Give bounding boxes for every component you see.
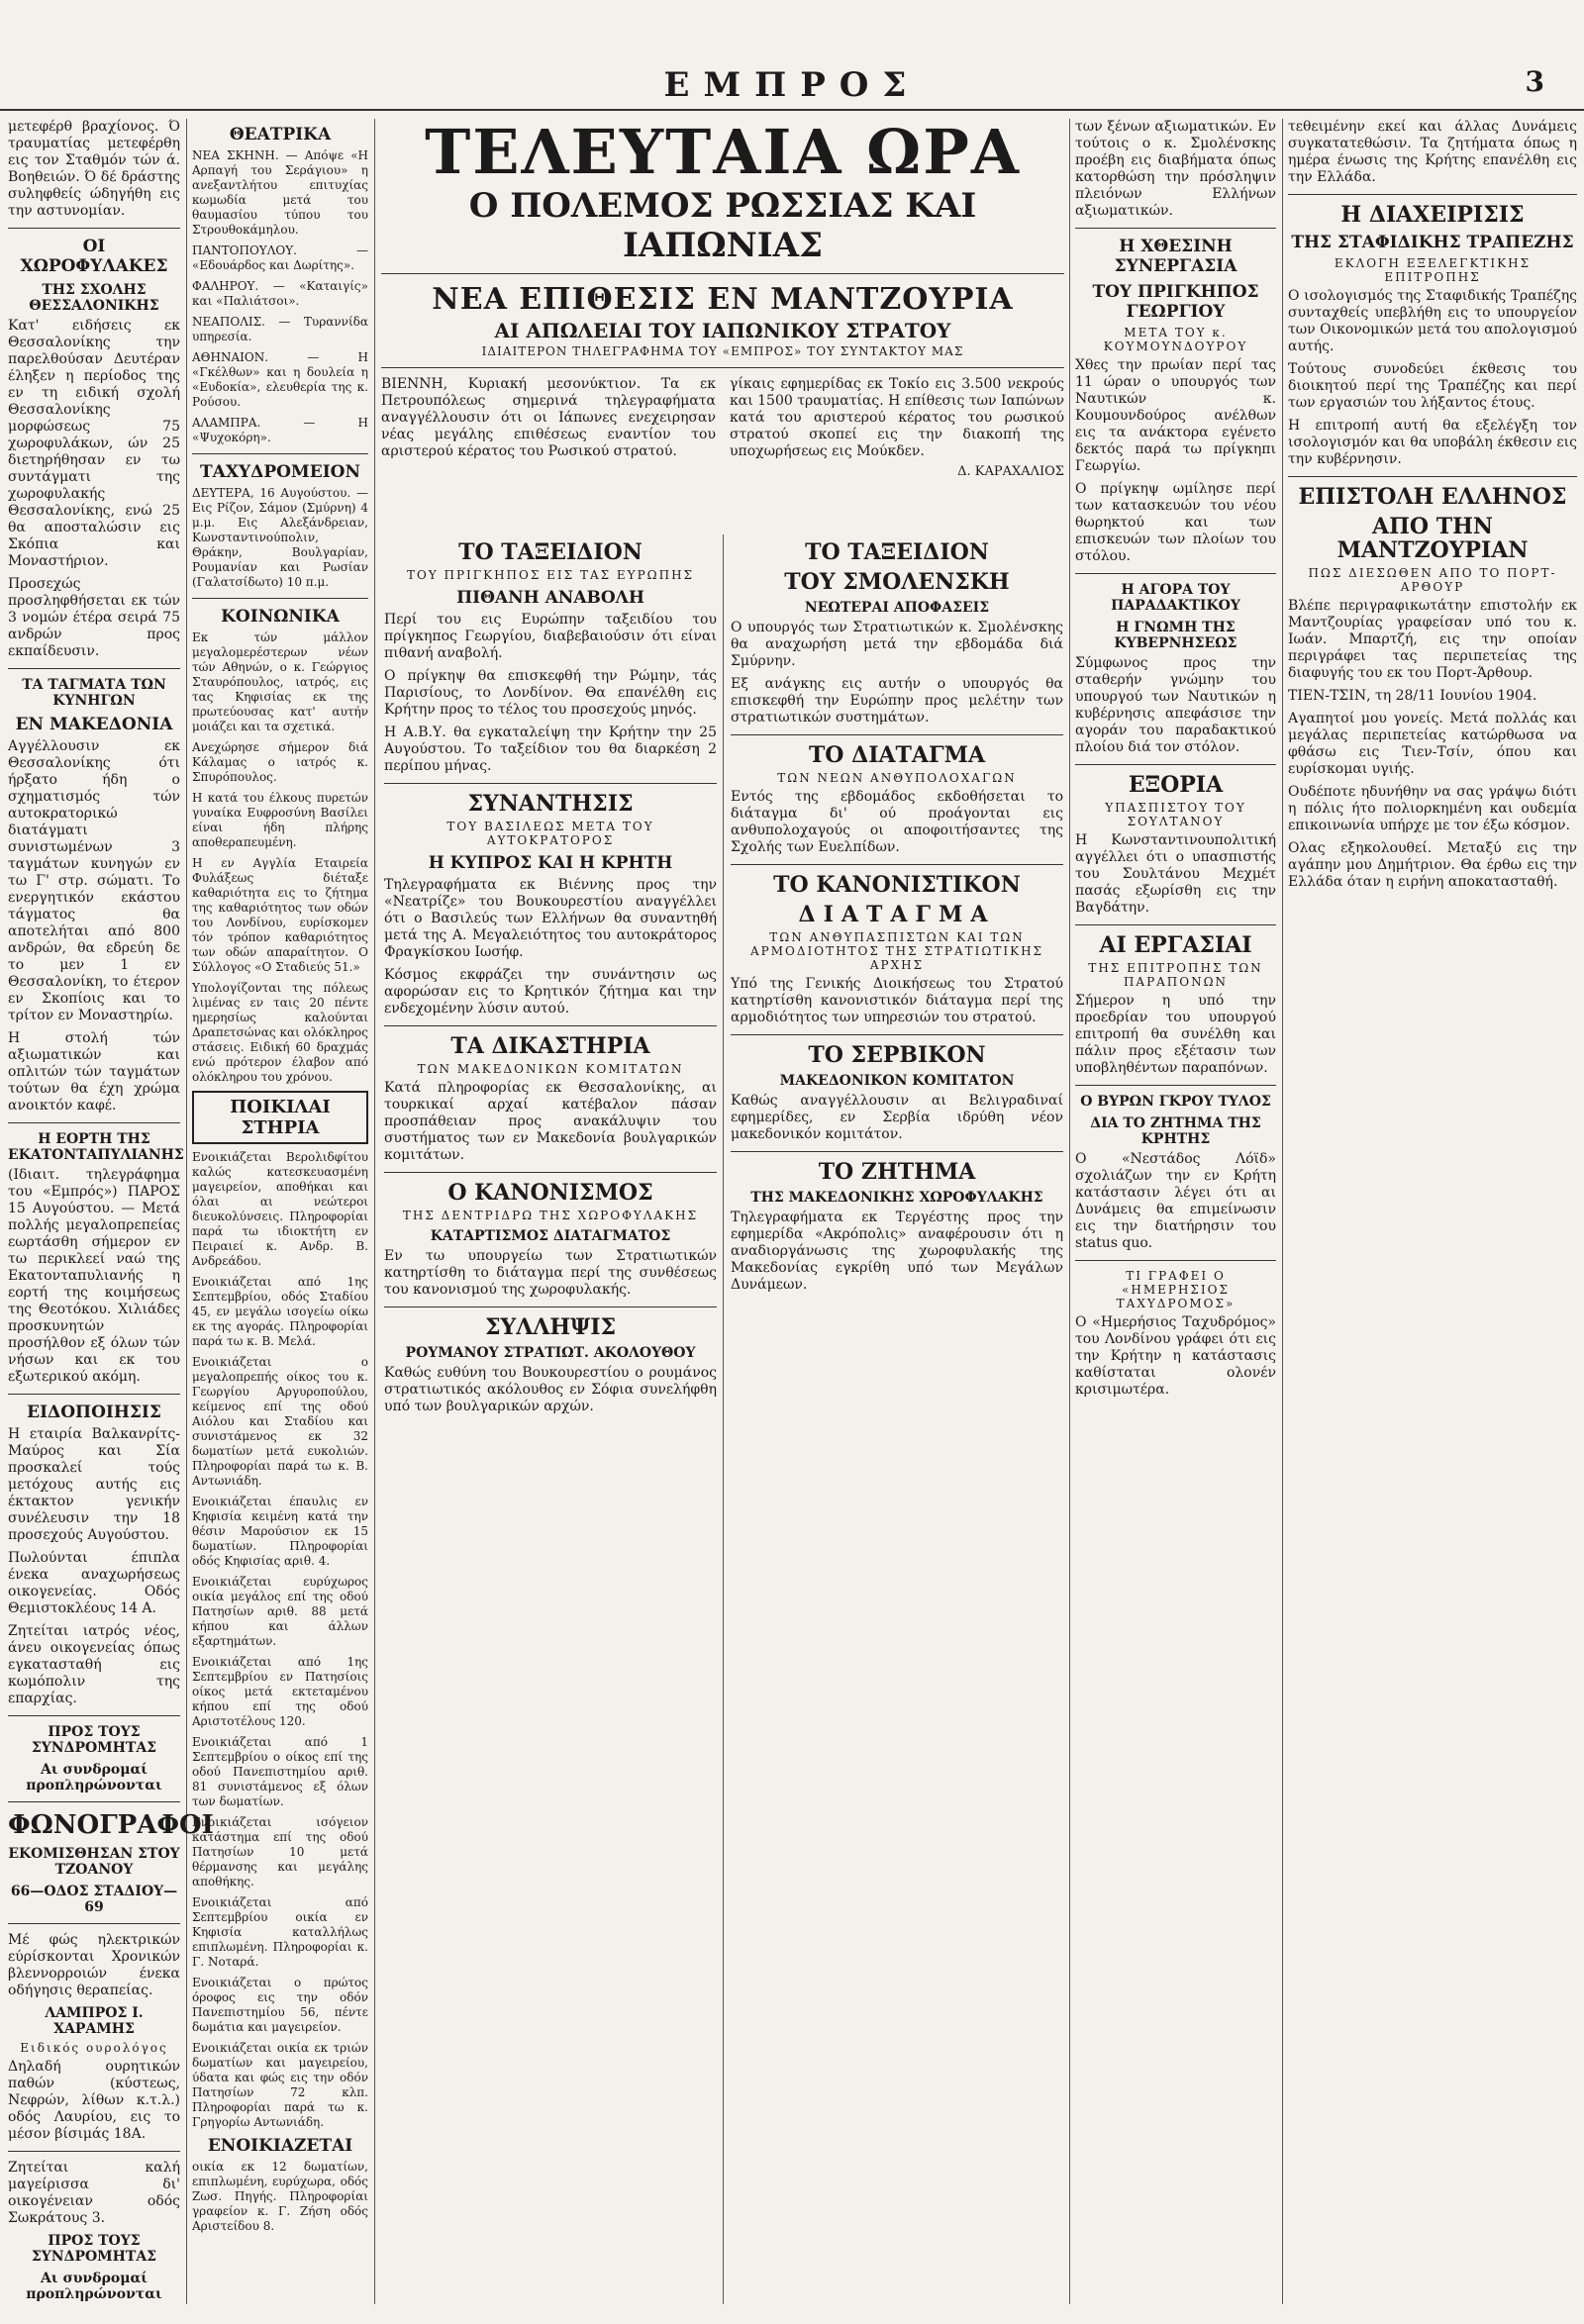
subheadline: ΤΟΥ ΠΡΙΓΚΗΠΟΣ ΓΕΩΡΓΙΟΥ	[1092, 282, 1259, 322]
column-rule	[374, 119, 375, 2304]
column-5	[1075, 119, 1276, 2304]
classified-ad: Ενοικιάζεται Βερολιδφίτου καλώς κατεσκευασμένη μαγειρείον, αποθήκαι και όλαι αι νεώτεροι διευκολύνσεις. Πληροφορίαι παρά τω ιδιοκτήτη εν Πειραιεί κ. Ανδρ. Β. Ανδρεάδου.	[192, 1150, 368, 1268]
headline: ΕΞΟΡΙΑ	[1128, 772, 1224, 798]
classified-ad: Ενοικιάζεται οικία εκ τριών δωματίων και μαγειρείου, ύδατα και φώς εις την οδόν Πατησίων 72 κλπ. Πληροφορίαι παρά τω κ. Γρηγορίω Αντωνιάδη.	[192, 2041, 368, 2129]
article-text: Η Κωνσταντινουπολιτική αγγέλλει ότι ο υπασπιστής του Σουλτάνου Μεχμέτ πασάς εξωρίσθη εις την Βαγδάτην.	[1075, 832, 1276, 916]
ad-text: Ζητείται καλή μαγείρισσα δι' οικογένειαν οδός Σωκράτους 3.	[8, 2160, 180, 2226]
headline: ΤΟ ΖΗΤΗΜΑ	[818, 1159, 976, 1185]
headline: ΤΑ ΤΑΓΜΑΤΑ ΤΩΝ ΚΥΝΗΓΩΝ	[22, 677, 166, 709]
article-text: Η επιτροπή αυτή θα εξελέγξη τον ισολογισμόν και θα υποβάλη έκθεσιν εις την κυβέρνησιν.	[1288, 418, 1577, 467]
article-text: Υπό της Γενικής Διοικήσεως του Στρατού κατηρτίσθη κανονιστικόν διάταγμα περί της αρμοδιότητος των υπηρεσιών του στρατού.	[731, 976, 1063, 1025]
subheadline: ΡΟΥΜΑΝΟΥ ΣΤΡΑΤΙΩΤ. ΑΚΟΛΟΥΘΟΥ	[405, 1345, 696, 1361]
classified-ad: Ενοικιάζεται ο μεγαλοπρεπής οίκος του κ. Γεωργίου Αργυροπούλου, κείμενος επί της οδού Αιόλου και Σταδίου και συνιστάμενος εκ 32 δωματίων μετά ευκολιών. Πληροφορίαι παρά τω κ. Β. Αντωνιάδη.	[192, 1355, 368, 1488]
article-text: γίκαις εφημερίδας εκ Τοκίο εις 3.500 νεκρούς και 1500 τραυματίας. Η επίθεσις των Ιαπώνων κατά του αριστερού κέρατος του ρωσικού στρατού σκοπεί εις την διακοπή της υποχωρήσεως εις Μούκδεν.	[730, 376, 1064, 459]
subheadline: ΤΗΣ ΔΕΝΤΡΙΔΡΩ ΤΗΣ ΧΩΡΟΦΥΛΑΚΗΣ	[402, 1209, 699, 1222]
article-text: Εκ τών μάλλον μεγαλομερέστερων νέων τών Αθηνών, ο κ. Γεώργιος Σταυρόπουλος, ιατρός, εις τας Κηφισίας εκ της πρωτεύουσας κατ' αυτήν μοιάζει και τα σχετικά.	[192, 630, 368, 733]
headline: ΑΠΟ ΤΗΝ ΜΑΝΤΖΟΥΡΙΑΝ	[1336, 514, 1529, 563]
article-text: ΠΑΝΤΟΠΟΥΛΟΥ. — «Εδουάρδος και Δωρίτης».	[192, 243, 368, 272]
article-text: Περί του εις Ευρώπην ταξειδίου του πρίγκηπος Γεωργίου, διαβεβαιούσιν ότι είναι πιθανή αναβολή.	[384, 612, 717, 661]
ad-text: Μέ φώς ηλεκτρικών εύρίσκονται Χρονικών βλεννορροιών ένεκα οδήγησις θεραπείας.	[8, 1932, 180, 1998]
headline: ΤΟ ΣΕΡΒΙΚΟΝ	[808, 1042, 986, 1068]
article-text: Η στολή τών αξιωματικών και οπλιτών τών ταγμάτων τούτων θα έχη χρώμα ανοικτόν καφέ.	[8, 1030, 180, 1114]
ad-text: Δηλαδή ουρητικών παθών (κύστεως, Νεφρών, λίθων κ.τ.λ.) οδός Λαυρίου, εις το μέσον βίσιμάς 18Α.	[8, 2059, 180, 2142]
article-text: μετεφέρθ βραχίονος. Ό τραυματίας μετεφέρθη εις τον Σταθμόν τών ά. Βοηθειών. Ό δέ δράστης συληφθείς ώδηγήθη εις την αστυνομίαν.	[8, 119, 180, 219]
article-text: Εξ ανάγκης εις αυτήν ο υπουργός θα επισκεφθή την Ευρώπην προς μελέτην των στρατιωτικών συστημάτων.	[731, 676, 1063, 726]
article-text: Αγγέλλουσιν εκ Θεσσαλονίκης ότι ήρξατο ήδη ο σχηματισμός τών αυτοκρατορικώ διατάγματι συνιστωμένων 3 ταγμάτων κυνηγών εν τω Γ' στρ. σώματι. Το ενεργητικόν εκάστου τάγματος θα αποτελήται από 800 ανδρών, θα εδρεύη δε το μεν 1 εν Θεσσαλονίκη, το έτερον εν Σκοπίοις και το τρίτον εν Μοναστηρίω.	[8, 738, 180, 1023]
headline: ΠΡΟΣ ΤΟΥΣ ΣΥΝΔΡΟΜΗΤΑΣ	[31, 1724, 157, 1756]
byline: Δ. ΚΑΡΑΧΑΛΙΟΣ	[957, 464, 1064, 479]
article-text: Καθώς ευθύνη του Βουκουρεστίου ο ρουμάνος στρατιωτικός ακόλουθος εν Σόφια συνελήφθη υπό των βουλγαρικών αρχών.	[384, 1365, 717, 1414]
subheadline: ΕΝ ΜΑΚΕΔΟΝΙΑ	[15, 715, 173, 734]
ad-subtitle: Ειδικός ουρολόγος	[20, 2041, 168, 2055]
headline: ΠΡΟΣ ΤΟΥΣ ΣΥΝΔΡΟΜΗΤΑΣ	[31, 2233, 157, 2265]
article-text: ΝΕΑ ΣΚΗΝΗ. — Απόψε «Η Αρπαγή του Σεράγιου» η ανεξαντλήτου επιτυχίας κωμωδία μετά του θαυμασίου τύπου του Στρουθοκάμηλου.	[192, 148, 368, 237]
headline: ΤΟΥ ΣΜΟΛΕΝΣΚΗ	[784, 569, 1010, 595]
subheadline: ΤΗΣ ΕΠΙΤΡΟΠΗΣ ΤΩΝ ΠΑΡΑΠΟΝΩΝ	[1088, 961, 1263, 989]
column-4	[731, 534, 1063, 2304]
classified-ad: Ενοικιάζεται ευρύχωρος οικία μεγάλος επί της οδού Πατησίων αριθ. 88 μετά κήπου και άλλων εξαρτημάτων.	[192, 1575, 368, 1648]
article-text: Ο υπουργός των Στρατιωτικών κ. Σμολένσκης θα αναχωρήση μετά την εβδομάδα διά Σμύρνην.	[731, 620, 1063, 669]
banner	[381, 116, 1064, 479]
subheadline: ΥΠΑΣΠΙΣΤΟΥ ΤΟΥ ΣΟΥΛΤΑΝΟΥ	[1105, 801, 1246, 828]
page-number: 3	[1525, 65, 1544, 98]
headline: ΟΙ ΧΩΡΟΦΥΛΑΚΕΣ	[20, 237, 168, 276]
classified-ad: Ενοικιάζεται από 1 Σεπτεμβρίου ο οίκος επί της οδού Πανεπιστημίου αριθ. 81 συνιστάμενος εξ όλων των δωματίων.	[192, 1735, 368, 1808]
column-rule	[1282, 119, 1283, 2304]
subheadline: ΜΑΚΕΔΟΝΙΚΟΝ ΚΟΜΙΤΑΤΟΝ	[779, 1073, 1015, 1089]
dateline: ΤΙΕΝ-ΤΣΙΝ, τη 28/11 Ιουνίου 1904.	[1288, 688, 1537, 704]
article-text: Κατά πληροφορίας εκ Θεσσαλονίκης, αι τουρκικαί αρχαί κατέβαλον πάσαν προσπάθειαν προς ανακάλυψιν του συστήματος των εν Μακεδονία βουλγαρικών κομιτάτων.	[384, 1080, 717, 1163]
article-text: Κατ' ειδήσεις εκ Θεσσαλονίκης την παρελθούσαν Δευτέραν έληξεν η περίοδος της εν τη ειδική σχολή Θεσσαλονίκης μορφώσεως 75 χωροφυλάκων, ών 25 διετηρήθησαν εν τω συντάγματι της χωροφυλακής Θεσσαλονίκης, ενώ 25 θα αποσταλώσιν εις Σκόπια και Μοναστήριον.	[8, 318, 180, 569]
subheadline: ΠΩΣ ΔΙΕΣΩΘΕΝ ΑΠΟ ΤΟ ΠΟΡΤ-ΑΡΘΟΥΡ	[1308, 566, 1557, 594]
article-text: Η εταιρία Βαλκανρίτς-Μαύρος και Σία προσκαλεί τούς μετόχους αυτής εις έκτακτον γενικήν συνέλευσιν την 18 προσεχούς Αυγούστου.	[8, 1426, 180, 1543]
headline: Ο ΚΑΝΟΝΙΣΜΟΣ	[447, 1180, 653, 1206]
article-text: Πωλούνται έπιπλα ένεκα αναχωρήσεως οικογενείας. Οδός Θεμιστοκλέους 14 Α.	[8, 1550, 180, 1616]
article-text: Η εν Αγγλία Εταιρεία Φυλάξεως διέταξε καθαριότητα εις το ζήτημα της καθαριότητος των οδών του Λονδίνου, ευρίσκομεν τόν τρόπον καθαριότητος των οδών απαραίτητον. Ο Σύλλογος «Ο Σταδιεύς 51.»	[192, 856, 368, 974]
headline: Η ΔΙΑΧΕΙΡΙΣΙΣ	[1340, 202, 1525, 228]
masthead	[0, 59, 1584, 111]
headline: ΣΥΝΑΝΤΗΣΙΣ	[467, 791, 634, 817]
ad-subtitle: ΕΚΟΜΙΣΘΗΣΑΝ ΣΤΟΥ ΤΖΟΑΝΟΥ	[8, 1846, 180, 1878]
classified-ad: οικία εκ 12 δωματίων, επιπλωμένη, ευρύχωρα, οδός Ζωσ. Πηγής. Πληροφορίαι γραφείον κ. Γ. Ζήση οδός Αριστείδου 8.	[192, 2160, 368, 2233]
article-text: των ξένων αξιωματικών. Εν τούτοις ο κ. Σμολένσκης προέβη εις διαβήματα όπως κατορθώση την πρόσληψιν πλειόνων Ελλήνων αξιωματικών.	[1075, 119, 1276, 219]
article-text: (Ιδιαιτ. τηλεγράφημα του «Εμπρός») ΠΑΡΟΣ 15 Αυγούστου. — Μετά πολλής μεγαλοπρεπείας εωρτάσθη σήμερον εν τω περικλεεί ναώ της Εκατονταπυλιανής η εορτή της κοιμήσεως της Θεοτόκου. Χιλιάδες προσκυνητών προσήλθον εξ όλων τών νήσων και εκ του εξωτερικού ακόμη.	[8, 1167, 180, 1385]
article-text: Χθες την πρωίαν περί τας 11 ώραν ο υπουργός των Ναυτικών κ. Κουμουνδούρος ανέλθων εις τα ανάκτορα εγένετο δεκτός παρά τω πρίγκηπι Γεωργίω.	[1075, 357, 1276, 474]
article-text: Προσεχώς προσληφθήσεται εκ τών 3 νομών έτέρα σειρά 75 ανδρών προς εκπαίδευσιν.	[8, 576, 180, 659]
subheadline: ΤΩΝ ΝΕΩΝ ΑΝΘΥΠΟΛΟΧΑΓΩΝ	[777, 771, 1017, 785]
classified-ad: Ενοικιάζεται έπαυλις εν Κηφισία κειμένη κατά την θέσιν Μαρούσιον εκ 15 δωματίων. Πληροφορίαι οδός Κηφισίας αριθ. 4.	[192, 1495, 368, 1568]
article-text: Αγαπητοί μου γονείς. Μετά πολλάς και μεγάλας περιπετείας κατώρθωσα να φθάσω εις Τιεν-Τσίν, όπου και ευρίσκομαι υγιής.	[1288, 711, 1577, 777]
article-text: ΑΛΑΜΠΡΑ. — Η «Ψυχοκόρη».	[192, 416, 368, 444]
article-text: ΒΙΕΝΝΗ, Κυριακή μεσονύκτιον. Τα εκ Πετρουπόλεως σημερινά τηλεγραφήματα αναγγέλλουσιν ότι οι Ιάπωνες ενεχειρησαν νέας μεγάλης επιθέσεως εναντίον του αριστερού κέρατος του Ρωσικού στρατού.	[381, 376, 716, 459]
article-text: τεθειμένην εκεί και άλλας Δυνάμεις συγκατατεθώσιν. Τα ζητήματα όπως η ημέρα ένωσις της Κρήτης επανέλθη εις την Ελλάδα.	[1288, 119, 1577, 185]
article-text: Ο «Νεστάδος Λόϊδ» σχολιάζων την εν Κρήτη κατάστασιν λέγει ότι αι Δυνάμεις θα επιμείνωσιν εις την διατήρησιν του status quo.	[1075, 1151, 1276, 1251]
notice: Αι συνδρομαί προπληρώνονται	[26, 2271, 162, 2302]
subheadline: ΤΗΣ ΣΤΑΦΙΔΙΚΗΣ ΤΡΑΠΕΖΗΣ	[1291, 233, 1574, 252]
subheadline: ΠΙΘΑΝΗ ΑΝΑΒΟΛΗ	[456, 588, 644, 608]
article-text: Σύμφωνος προς την σταθερήν γνώμην του υπουργού των Ναυτικών η κυβέρνησις απεφάσισε την αγοράν του παραδακτικού πλοίου διά τον στόλον.	[1075, 655, 1276, 755]
headline: ΤΟ ΔΙΑΤΑΓΜΑ	[808, 742, 986, 768]
column-rule	[723, 534, 724, 2304]
article-text: Η κατά του έλκους πυρετών γυναίκα Ευφροσύνη Βασίλει είναι ήδη πλήρης αποθεραπευμένη.	[192, 791, 368, 849]
subheadline: ΔΙΑ ΤΟ ΖΗΤΗΜΑ ΤΗΣ ΚΡΗΤΗΣ	[1090, 1115, 1261, 1147]
article-text: ΑΘΗΝΑΙΟΝ. — Η «Γκέλθων» και η δουλεία η «Ευδοκία», ελευθερία της κ. Ρούσου.	[192, 350, 368, 409]
headline: ΚΟΙΝΩΝΙΚΑ	[221, 607, 340, 627]
classified-ad: Ενοικιάζεται από Σεπτεμβρίου οικία εν Κηφισία καταλλήλως επιπλωμένη. Πληροφορίαι κ. Γ. Νοταρά.	[192, 1895, 368, 1969]
column-3	[384, 534, 717, 2304]
subheadline: ΚΑΤΑΡΤΙΣΜΟΣ ΔΙΑΤΑΓΜΑΤΟΣ	[430, 1228, 671, 1244]
ad-address: 66—ΟΔΟΣ ΣΤΑΔΙΟΥ—69	[10, 1884, 178, 1915]
subheadline: Η ΓΝΩΜΗ ΤΗΣ ΚΥΒΕΡΝΗΣΕΩΣ	[1114, 620, 1238, 651]
headline: ΤΟ ΚΑΝΟΝΙΣΤΙΚΟΝ	[773, 872, 1021, 898]
classified-ad: Ενοικιάζεται ισόγειον κατάστημα επί της οδού Πατησίων 10 μετά θέρμανσης και μεγάλης αποθήκης.	[192, 1815, 368, 1888]
banner-credit: ΙΔΙΑΙΤΕΡΟΝ ΤΗΛΕΓΡΑΦΗΜΑ ΤΟΥ «ΕΜΠΡΟΣ» ΤΟΥ ΣΥΝΤΑΚΤΟΥ ΜΑΣ	[481, 344, 964, 358]
article-text: Τηλεγραφήματα εκ Τεργέστης προς την εφημερίδα «Ακρόπολις» αναφέρουσιν ότι η αναδιοργάνωσις της χωροφυλακής της Μακεδονίας εγκρίθη υπό των Μεγάλων Δυνάμεων.	[731, 1210, 1063, 1293]
article-text: Τηλεγραφήματα εκ Βιέννης προς την «Νεατρίζε» του Βουκουρεστίου αναγγέλλει ότι ο Βασιλεύς των Ελλήνων θα συναντηθή μετά της Α. Μεγαλειότητος του αυτοκράτορος Φραγκίσκου Ιωσήφ.	[384, 877, 717, 960]
article-text: ΔΕΥΤΕΡΑ, 16 Αυγούστου. — Εις Ρίζον, Σάμον (Σμύρνη) 4 μ.μ. Εις Αλεξάνδρειαν, Κωνσταντινούπολιν, Θράκην, Βουλγαρίαν, Ρουμανίαν και Ρωσίαν (Γαλατσίδωτο) 10 π.μ.	[192, 486, 368, 589]
column-6	[1288, 119, 1577, 2304]
column-2	[192, 119, 368, 2304]
headline: ΣΥΛΛΗΨΙΣ	[484, 1314, 617, 1340]
article-text: Ανεχώρησε σήμερον διά Κάλαμας ο ιατρός κ. Σπυρόπουλος.	[192, 740, 368, 784]
headline: ΤΑΧΥΔΡΟΜΕΙΟΝ	[199, 462, 361, 482]
subheadline: ΕΚΛΟΓΗ ΕΞΕΛΕΓΚΤΙΚΗΣ ΕΠΙΤΡΟΠΗΣ	[1334, 256, 1532, 284]
article-text: Καθώς αναγγέλλουσιν αι Βελιγραδιναί εφημερίδες, εν Σερβία ιδρύθη νέον μακεδονικόν κομιτάτον.	[731, 1093, 1063, 1142]
article-text: ΝΕΑΠΟΛΙΣ. — Τυραννίδα υπηρεσία.	[192, 315, 368, 343]
article-text: Σήμερον η υπό την προεδρίαν του υπουργού επιτροπή θα συνέλθη και πάλιν προς εξέτασιν των υποβληθέντων παραπόνων.	[1075, 993, 1276, 1076]
headline: ΕΝΟΙΚΙΑΖΕΤΑΙ	[207, 2136, 353, 2156]
headline: Η ΧΘΕΣΙΝΗ ΣΥΝΕΡΓΑΣΙΑ	[1114, 237, 1238, 276]
subheadline: ΤΩΝ ΑΝΘΥΠΑΣΠΙΣΤΩΝ ΚΑΙ ΤΩΝ ΑΡΜΟΔΙΟΤΗΤΟΣ ΤΗΣ ΣΤΡΑΤΙΩΤΙΚΗΣ ΑΡΧΗΣ	[749, 930, 1044, 972]
article-text: Βλέπε περιγραφικωτάτην επιστολήν εκ Μαντζουρίας γραφείσαν υπό του κ. Ιωάν. Μπαρτζή, εις την οποίαν περιγράφει τας περιπετείας της διαφυγής του εκ του Πορτ-Άρθουρ.	[1288, 598, 1577, 681]
banner-headline: ΤΕΛΕΥΤΑΙΑ ΩΡΑ	[425, 116, 1021, 188]
article-text: Υπολογίζονται της πόλεως λιμένας εν ταις 20 πέντε ημερησίως καλούνται Δραπετσώνας και ολόκληρος στάσεις. Ειδική 60 δραχμάς ενώ πρότερον έλαβον από ολόκληρου του χρόνου.	[192, 981, 368, 1084]
subheadline: ΤΟΥ ΒΑΣΙΛΕΩΣ ΜΕΤΑ ΤΟΥ ΑΥΤΟΚΡΑΤΟΡΟΣ	[446, 820, 654, 847]
banner-subheadline: ΝΕΑ ΕΠΙΘΕΣΙΣ ΕΝ ΜΑΝΤΖΟΥΡΙΑ	[432, 282, 1014, 317]
article-text: ΦΑΛΗΡΟΥ. — «Καταιγίς» και «Παλιάτσοι».	[192, 279, 368, 308]
ad-title: ΦΩΝΟΓΡΑΦΟΙ	[8, 1810, 214, 1840]
classified-ad: Ενοικιάζεται από 1ης Σεπτεμβρίου, οδός Σταδίου 45, εν μεγάλω ισογείω οίκω εκ της αγοράς. Πληροφορίαι παρά τω κ. Β. Μελά.	[192, 1275, 368, 1348]
headline: Η ΕΟΡΤΗ ΤΗΣ ΕΚΑΤΟΝΤΑΠΥΛΙΑΝΗΣ	[8, 1131, 184, 1163]
subheadline: ΝΕΩΤΕΡΑΙ ΑΠΟΦΑΣΕΙΣ	[804, 600, 990, 616]
newspaper-title: ΕΜΠΡΟΣ	[663, 65, 921, 105]
headline: ΔΙΑΤΑΓΜΑ	[798, 902, 996, 927]
article-text: Ζητείται ιατρός νέος, άνευ οικογενείας όπως εγκατασταθή εις κωμόπολιν της επαρχίας.	[8, 1623, 180, 1706]
subheadline: ΜΕΤΑ ΤΟΥ κ. ΚΟΥΜΟΥΝΔΟΥΡΟΥ	[1103, 326, 1248, 353]
headline: ΤΟ ΤΑΞΕΙΔΙΟΝ	[805, 539, 989, 565]
article-text: Η Α.Β.Υ. θα εγκαταλείψη την Κρήτην την 25 Αυγούστου. Το ταξείδιον του θα διαρκέση 2 περίπου μήνας.	[384, 725, 717, 774]
headline: ΤΟ ΤΑΞΕΙΔΙΟΝ	[458, 539, 643, 565]
article-text: Ουδέποτε ηδυνήθην να σας γράψω διότι η πόλις ήτο πολιορκημένη και ουδεμία επικοινωνία υπήρχε με τον έξω κόσμον.	[1288, 784, 1577, 833]
article-text: Εν τω υπουργείω των Στρατιωτικών κατηρτίσθη το διάταγμα περί της συνθέσεως του κανονισμού της χωροφυλακής.	[384, 1248, 717, 1298]
column-rule	[186, 119, 187, 2304]
headline: ΠΟΙΚΙΛΑΙ ΣΤΗΡΙΑ	[192, 1091, 368, 1144]
subheadline: Η ΚΥΠΡΟΣ ΚΑΙ Η ΚΡΗΤΗ	[428, 853, 673, 873]
classified-ad: Ενοικιάζεται ο πρώτος όροφος εις την οδόν Πανεπιστημίου 56, πέντε δωμάτια και μαγειρείον.	[192, 1976, 368, 2034]
column-rule	[1069, 119, 1070, 2304]
article-text: Ο πρίγκηψ θα επισκεφθή την Ρώμην, τάς Παρισίους, το Λονδίνον. Θα επανέλθη εις Κρήτην προς το τέλος του προσεχούς μηνός.	[384, 668, 717, 718]
banner-subheadline: Ο ΠΟΛΕΜΟΣ ΡΩΣΣΙΑΣ ΚΑΙ ΙΑΠΩΝΙΑΣ	[468, 186, 977, 265]
banner-subheadline: ΑΙ ΑΠΩΛΕΙΑΙ ΤΟΥ ΙΑΠΩΝΙΚΟΥ ΣΤΡΑΤΟΥ	[494, 319, 951, 342]
article-text: Ο «Ημερήσιος Ταχυδρόμος» του Λονδίνου γράφει ότι εις την Κρήτην η κατάστασις καθίσταται ολονέν κρισιμωτέρα.	[1075, 1314, 1276, 1398]
subheadline: ΤΟΥ ΠΡΙΓΚΗΠΟΣ ΕΙΣ ΤΑΣ ΕΥΡΩΠΗΣ	[406, 568, 695, 582]
ad-title: ΛΑΜΠΡΟΣ Ι. ΧΑΡΑΜΗΣ	[45, 2005, 144, 2037]
notice: Αι συνδρομαί προπληρώνονται	[26, 1762, 162, 1793]
headline: ΤΑ ΔΙΚΑΣΤΗΡΙΑ	[450, 1033, 650, 1059]
article-text: Κόσμος εκφράζει την συνάντησιν ως αφορώσαν εις το Κρητικόν ζήτημα και την ενδεχομένην λύσιν αυτού.	[384, 967, 717, 1017]
article-text: Εντός της εβδομάδος εκδοθήσεται το διάταγμα δι' ού προάγονται εις ανθυπολοχαγούς οι αποφοιτήσαντες της Σχολής των Ευελπίδων.	[731, 789, 1063, 855]
column-1	[8, 119, 214, 2304]
headline: ΕΙΔΟΠΟΙΗΣΙΣ	[27, 1403, 161, 1422]
article-text: Ο ισολογισμός της Σταφιδικής Τραπέζης συνταχθείς υπεβλήθη εις το υπουργείον των Οικονομικών μετά του απολογισμού αυτής.	[1288, 288, 1577, 354]
headline: ΕΠΙΣΤΟΛΗ ΕΛΛΗΝΟΣ	[1298, 484, 1567, 510]
article-text: Ολας εξηκολουθεί. Μεταξύ εις την αγάπην μου Δημήτριον. Θα έρθω εις την Ελλάδα όταν η ειρήνη αποκατασταθή.	[1288, 840, 1577, 890]
headline: ΑΙ ΕΡΓΑΣΙΑΙ	[1099, 932, 1252, 958]
headline: Η ΑΓΟΡΑ ΤΟΥ ΠΑΡΑΔΑΚΤΙΚΟΥ	[1111, 582, 1240, 614]
headline: ΤΙ ΓΡΑΦΕΙ Ο «ΗΜΕΡΗΣΙΟΣ ΤΑΧΥΔΡΟΜΟΣ»	[1116, 1269, 1236, 1310]
subheadline: ΤΩΝ ΜΑΚΕΔΟΝΙΚΩΝ ΚΟΜΙΤΑΤΩΝ	[417, 1062, 684, 1076]
classified-ad: Ενοικιάζεται από 1ης Σεπτεμβρίου εν Πατησίοις οίκος μετά εκτεταμένου κήπου επί της οδού Αριστοτέλους 120.	[192, 1655, 368, 1728]
subheadline: ΤΗΣ ΣΧΟΛΗΣ ΘΕΣΣΑΛΟΝΙΚΗΣ	[29, 282, 159, 314]
headline: ΘΕΑΤΡΙΚΑ	[229, 125, 332, 145]
article-text: Ο πρίγκηψ ωμίλησε περί των κατασκευών του νέου θωρηκτού και των επισκευών των πλοίων του στόλου.	[1075, 481, 1276, 564]
article-text: Τούτους συνοδεύει έκθεσις του διοικητού περί της Τραπέζης και περί των εργασιών του λήξαντος έτους.	[1288, 361, 1577, 411]
headline: Ο ΒΥΡΩΝ ΓΚΡΟΥ ΤΥΛΟΣ	[1080, 1094, 1271, 1110]
subheadline: ΤΗΣ ΜΑΚΕΔΟΝΙΚΗΣ ΧΩΡΟΦΥΛΑΚΗΣ	[750, 1190, 1043, 1206]
